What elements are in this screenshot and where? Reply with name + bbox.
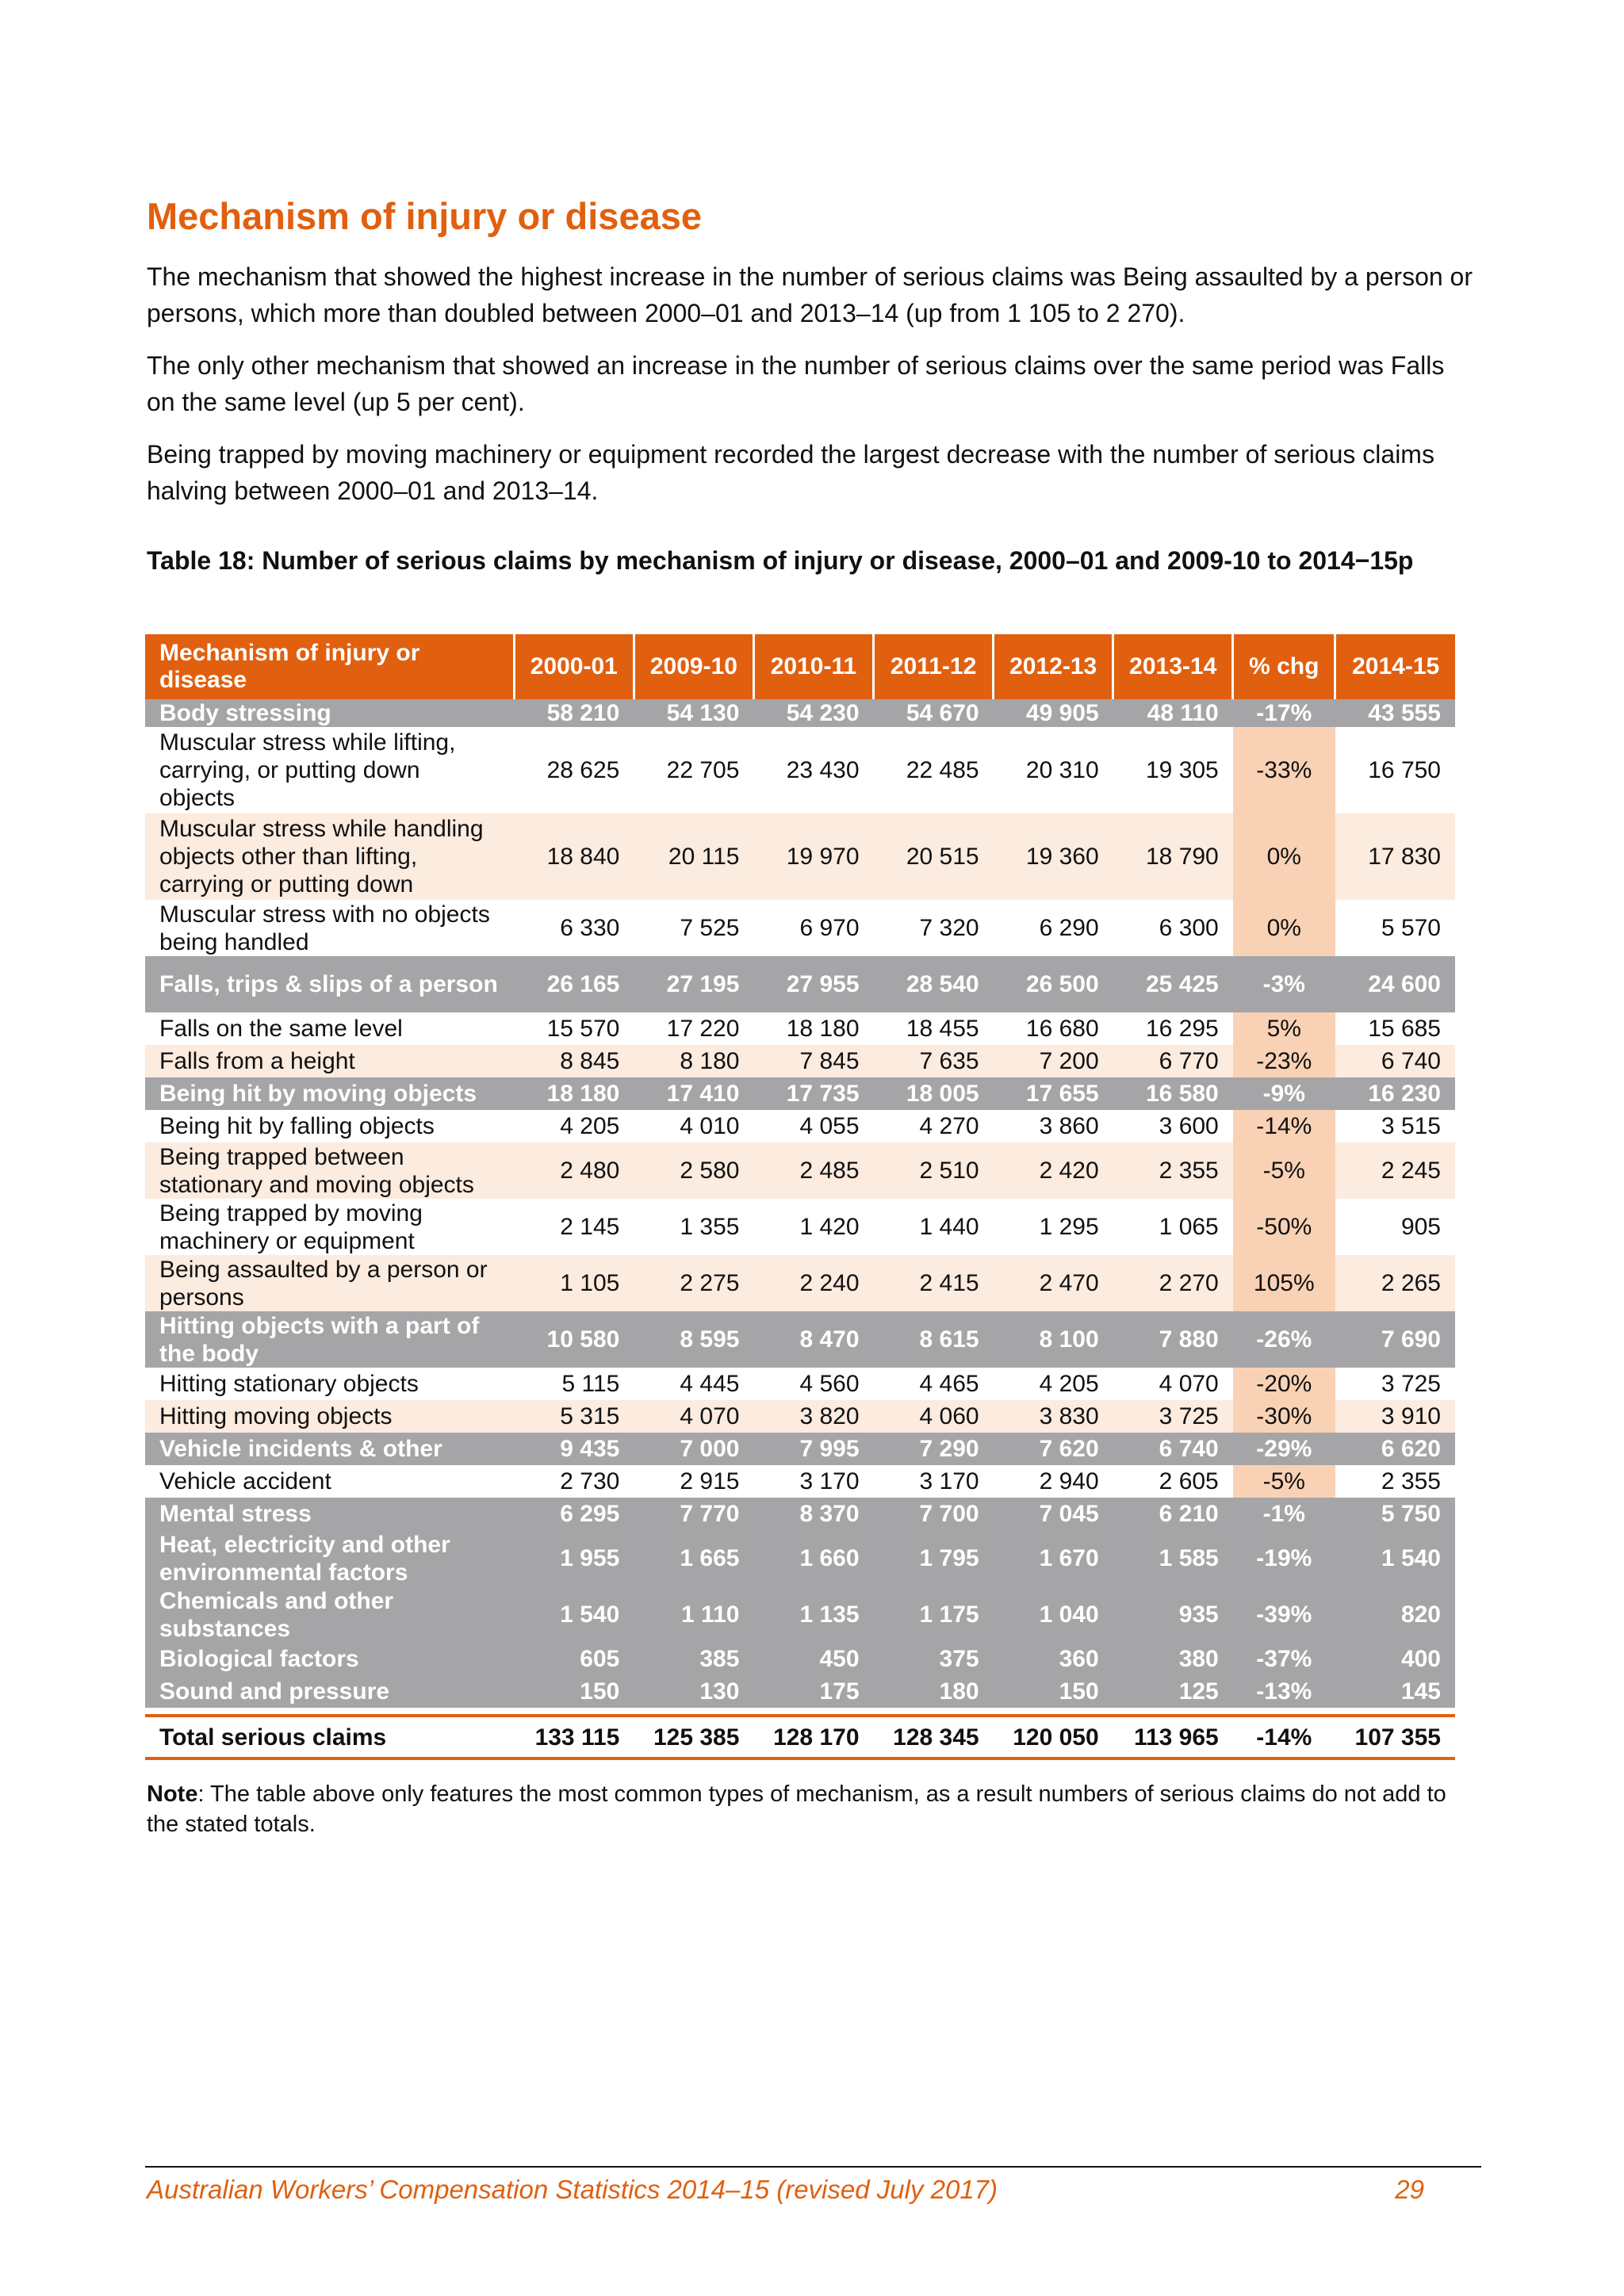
percent-change-cell: 0% <box>1233 813 1335 900</box>
value-cell: 150 <box>994 1675 1113 1708</box>
value-cell: 15 570 <box>514 1012 634 1045</box>
table-group-row <box>145 1077 1455 1110</box>
value-cell: 4 205 <box>514 1110 634 1142</box>
value-cell: 6 295 <box>514 1498 634 1530</box>
value-cell: 1 355 <box>634 1199 753 1255</box>
value-cell: 1 540 <box>514 1586 634 1643</box>
value-cell: 6 970 <box>753 900 873 956</box>
percent-change-cell: -9% <box>1233 1077 1335 1110</box>
value-cell: 7 995 <box>753 1433 873 1465</box>
table-body <box>145 699 1455 1758</box>
table-row <box>145 1142 1455 1199</box>
page-number: 29 <box>1395 2175 1424 2204</box>
value-cell: 18 455 <box>874 1012 994 1045</box>
percent-change-cell: -1% <box>1233 1498 1335 1530</box>
value-cell: 3 170 <box>753 1465 873 1498</box>
value-cell: 2 355 <box>1335 1465 1455 1498</box>
value-cell: 360 <box>994 1643 1113 1675</box>
value-cell: 2 240 <box>753 1255 873 1311</box>
value-cell: 7 200 <box>994 1045 1113 1077</box>
value-cell: 58 210 <box>514 699 634 727</box>
column-header: 2011-12 <box>874 634 994 699</box>
value-cell: 26 165 <box>514 956 634 1012</box>
row-label: Chemicals and other substances <box>145 1586 514 1643</box>
total-value-cell: -14% <box>1233 1716 1335 1758</box>
value-cell: 17 735 <box>753 1077 873 1110</box>
value-cell: 1 665 <box>634 1530 753 1586</box>
value-cell: 400 <box>1335 1643 1455 1675</box>
column-header: 2010-11 <box>753 634 873 699</box>
value-cell: 1 585 <box>1113 1530 1233 1586</box>
percent-change-cell: -37% <box>1233 1643 1335 1675</box>
row-label: Sound and pressure <box>145 1675 514 1708</box>
table-row <box>145 900 1455 956</box>
value-cell: 28 540 <box>874 956 994 1012</box>
value-cell: 7 635 <box>874 1045 994 1077</box>
row-label: Being assaulted by a person or persons <box>145 1255 514 1311</box>
value-cell: 8 595 <box>634 1311 753 1368</box>
value-cell: 1 040 <box>994 1586 1113 1643</box>
value-cell: 6 740 <box>1113 1433 1233 1465</box>
value-cell: 2 420 <box>994 1142 1113 1199</box>
value-cell: 4 205 <box>994 1368 1113 1400</box>
value-cell: 4 560 <box>753 1368 873 1400</box>
percent-change-cell: -17% <box>1233 699 1335 727</box>
table-group-row <box>145 1530 1455 1586</box>
value-cell: 150 <box>514 1675 634 1708</box>
percent-change-cell: -33% <box>1233 727 1335 813</box>
claims-table <box>145 634 1455 1760</box>
value-cell: 18 180 <box>514 1077 634 1110</box>
value-cell: 8 180 <box>634 1045 753 1077</box>
value-cell: 125 <box>1113 1675 1233 1708</box>
value-cell: 3 910 <box>1335 1400 1455 1433</box>
percent-change-cell: -20% <box>1233 1368 1335 1400</box>
value-cell: 2 730 <box>514 1465 634 1498</box>
value-cell: 1 670 <box>994 1530 1113 1586</box>
total-value-cell: 113 965 <box>1113 1716 1233 1758</box>
value-cell: 19 360 <box>994 813 1113 900</box>
value-cell: 20 115 <box>634 813 753 900</box>
row-label: Body stressing <box>145 699 514 727</box>
value-cell: 6 620 <box>1335 1433 1455 1465</box>
value-cell: 17 220 <box>634 1012 753 1045</box>
value-cell: 43 555 <box>1335 699 1455 727</box>
value-cell: 380 <box>1113 1643 1233 1675</box>
value-cell: 18 840 <box>514 813 634 900</box>
percent-change-cell: -29% <box>1233 1433 1335 1465</box>
percent-change-cell: -13% <box>1233 1675 1335 1708</box>
table-total-row <box>145 1716 1455 1758</box>
value-cell: 18 005 <box>874 1077 994 1110</box>
table-row <box>145 1045 1455 1077</box>
value-cell: 1 440 <box>874 1199 994 1255</box>
value-cell: 5 315 <box>514 1400 634 1433</box>
percent-change-cell: -39% <box>1233 1586 1335 1643</box>
value-cell: 6 770 <box>1113 1045 1233 1077</box>
table-group-row <box>145 1586 1455 1643</box>
value-cell: 20 515 <box>874 813 994 900</box>
total-value-cell: 107 355 <box>1335 1716 1455 1758</box>
value-cell: 1 175 <box>874 1586 994 1643</box>
row-label: Hitting objects with a part of the body <box>145 1311 514 1368</box>
value-cell: 2 510 <box>874 1142 994 1199</box>
table-row <box>145 727 1455 813</box>
table-group-row <box>145 956 1455 1012</box>
value-cell: 17 655 <box>994 1077 1113 1110</box>
spacer-cell <box>145 1708 1455 1716</box>
table-note <box>147 1779 1479 1839</box>
value-cell: 130 <box>634 1675 753 1708</box>
total-value-cell: 125 385 <box>634 1716 753 1758</box>
value-cell: 6 740 <box>1335 1045 1455 1077</box>
value-cell: 8 100 <box>994 1311 1113 1368</box>
value-cell: 180 <box>874 1675 994 1708</box>
body-paragraph: Being trapped by moving machinery or equipment recorded the largest decrease with the number of serious claims halving between 2000–01 and 2013–14. <box>147 440 1434 505</box>
value-cell: 4 070 <box>1113 1368 1233 1400</box>
value-cell: 17 830 <box>1335 813 1455 900</box>
table-row <box>145 1012 1455 1045</box>
table-row <box>145 1110 1455 1142</box>
percent-change-cell: -5% <box>1233 1142 1335 1199</box>
table-group-row <box>145 1311 1455 1368</box>
row-label: Falls, trips & slips of a person <box>145 956 514 1012</box>
value-cell: 375 <box>874 1643 994 1675</box>
table-row <box>145 1199 1455 1255</box>
value-cell: 7 290 <box>874 1433 994 1465</box>
percent-change-cell: -14% <box>1233 1110 1335 1142</box>
value-cell: 19 305 <box>1113 727 1233 813</box>
value-cell: 2 580 <box>634 1142 753 1199</box>
value-cell: 19 970 <box>753 813 873 900</box>
value-cell: 3 600 <box>1113 1110 1233 1142</box>
row-label: Heat, electricity and other environmental factors <box>145 1530 514 1586</box>
value-cell: 2 270 <box>1113 1255 1233 1311</box>
value-cell: 2 355 <box>1113 1142 1233 1199</box>
value-cell: 1 795 <box>874 1530 994 1586</box>
value-cell: 6 300 <box>1113 900 1233 956</box>
value-cell: 3 515 <box>1335 1110 1455 1142</box>
value-cell: 3 820 <box>753 1400 873 1433</box>
value-cell: 54 130 <box>634 699 753 727</box>
value-cell: 48 110 <box>1113 699 1233 727</box>
footer-title: Australian Workers’ Compensation Statistics 2014–15 (revised July 2017) <box>147 2175 998 2204</box>
value-cell: 54 230 <box>753 699 873 727</box>
value-cell: 7 525 <box>634 900 753 956</box>
row-label: Being hit by moving objects <box>145 1077 514 1110</box>
value-cell: 2 275 <box>634 1255 753 1311</box>
value-cell: 4 465 <box>874 1368 994 1400</box>
value-cell: 16 295 <box>1113 1012 1233 1045</box>
value-cell: 3 170 <box>874 1465 994 1498</box>
value-cell: 175 <box>753 1675 873 1708</box>
value-cell: 16 580 <box>1113 1077 1233 1110</box>
row-label: Muscular stress while lifting, carrying, or putting down objects <box>145 727 514 813</box>
value-cell: 5 750 <box>1335 1498 1455 1530</box>
table-row <box>145 813 1455 900</box>
table-spacer <box>145 1708 1455 1716</box>
value-cell: 2 605 <box>1113 1465 1233 1498</box>
percent-change-cell: 5% <box>1233 1012 1335 1045</box>
section-heading: Mechanism of injury or disease <box>147 195 702 237</box>
value-cell: 4 010 <box>634 1110 753 1142</box>
value-cell: 25 425 <box>1113 956 1233 1012</box>
column-header: 2013-14 <box>1113 634 1233 699</box>
value-cell: 7 000 <box>634 1433 753 1465</box>
value-cell: 7 620 <box>994 1433 1113 1465</box>
value-cell: 450 <box>753 1643 873 1675</box>
row-label: Being hit by falling objects <box>145 1110 514 1142</box>
row-label: Muscular stress with no objects being handled <box>145 900 514 956</box>
value-cell: 49 905 <box>994 699 1113 727</box>
value-cell: 16 750 <box>1335 727 1455 813</box>
value-cell: 2 415 <box>874 1255 994 1311</box>
table-group-row <box>145 1433 1455 1465</box>
value-cell: 1 110 <box>634 1586 753 1643</box>
total-value-cell: 133 115 <box>514 1716 634 1758</box>
value-cell: 4 070 <box>634 1400 753 1433</box>
row-label: Biological factors <box>145 1643 514 1675</box>
value-cell: 5 115 <box>514 1368 634 1400</box>
value-cell: 6 330 <box>514 900 634 956</box>
table-row <box>145 1255 1455 1311</box>
body-paragraph: The only other mechanism that showed an increase in the number of serious claims over the same period was Falls on the same level (up 5 per cent). <box>147 351 1445 416</box>
total-value-cell: 120 050 <box>994 1716 1113 1758</box>
value-cell: 1 420 <box>753 1199 873 1255</box>
percent-change-cell: 0% <box>1233 900 1335 956</box>
row-label: Vehicle incidents & other <box>145 1433 514 1465</box>
row-label: Falls on the same level <box>145 1012 514 1045</box>
row-label: Hitting moving objects <box>145 1400 514 1433</box>
column-header: 2000-01 <box>514 634 634 699</box>
value-cell: 5 570 <box>1335 900 1455 956</box>
value-cell: 7 770 <box>634 1498 753 1530</box>
value-cell: 7 700 <box>874 1498 994 1530</box>
value-cell: 8 845 <box>514 1045 634 1077</box>
value-cell: 26 500 <box>994 956 1113 1012</box>
footer-divider <box>145 2166 1481 2168</box>
value-cell: 16 230 <box>1335 1077 1455 1110</box>
table-caption: Table 18: Number of serious claims by mechanism of injury or disease, 2000–01 and 2009-10 to 2014−15p <box>147 546 1414 575</box>
value-cell: 15 685 <box>1335 1012 1455 1045</box>
value-cell: 4 060 <box>874 1400 994 1433</box>
value-cell: 7 845 <box>753 1045 873 1077</box>
table-header-row <box>145 634 1455 699</box>
value-cell: 24 600 <box>1335 956 1455 1012</box>
value-cell: 27 195 <box>634 956 753 1012</box>
value-cell: 3 725 <box>1335 1368 1455 1400</box>
value-cell: 4 055 <box>753 1110 873 1142</box>
value-cell: 27 955 <box>753 956 873 1012</box>
column-header: 2014-15 <box>1335 634 1455 699</box>
value-cell: 9 435 <box>514 1433 634 1465</box>
value-cell: 28 625 <box>514 727 634 813</box>
value-cell: 3 725 <box>1113 1400 1233 1433</box>
value-cell: 8 470 <box>753 1311 873 1368</box>
percent-change-cell: -26% <box>1233 1311 1335 1368</box>
row-label: Muscular stress while handling objects other than lifting, carrying or putting down <box>145 813 514 900</box>
row-label: Being trapped by moving machinery or equipment <box>145 1199 514 1255</box>
value-cell: 145 <box>1335 1675 1455 1708</box>
column-header: % chg <box>1233 634 1335 699</box>
percent-change-cell: -3% <box>1233 956 1335 1012</box>
value-cell: 1 295 <box>994 1199 1113 1255</box>
table-row <box>145 1368 1455 1400</box>
row-label: Being trapped between stationary and moving objects <box>145 1142 514 1199</box>
percent-change-cell: -23% <box>1233 1045 1335 1077</box>
percent-change-cell: 105% <box>1233 1255 1335 1311</box>
total-value-cell: 128 170 <box>753 1716 873 1758</box>
percent-change-cell: -50% <box>1233 1199 1335 1255</box>
value-cell: 8 370 <box>753 1498 873 1530</box>
value-cell: 605 <box>514 1643 634 1675</box>
row-label: Mental stress <box>145 1498 514 1530</box>
value-cell: 7 880 <box>1113 1311 1233 1368</box>
total-value-cell: 128 345 <box>874 1716 994 1758</box>
column-header: Mechanism of injury or disease <box>145 634 514 699</box>
table-group-row <box>145 1498 1455 1530</box>
column-header: 2012-13 <box>994 634 1113 699</box>
value-cell: 7 690 <box>1335 1311 1455 1368</box>
table-row <box>145 1400 1455 1433</box>
table-group-row <box>145 1643 1455 1675</box>
value-cell: 1 955 <box>514 1530 634 1586</box>
value-cell: 1 660 <box>753 1530 873 1586</box>
value-cell: 2 145 <box>514 1199 634 1255</box>
value-cell: 3 860 <box>994 1110 1113 1142</box>
table-group-row <box>145 1675 1455 1708</box>
column-header: 2009-10 <box>634 634 753 699</box>
value-cell: 4 445 <box>634 1368 753 1400</box>
total-label: Total serious claims <box>145 1716 514 1758</box>
value-cell: 3 830 <box>994 1400 1113 1433</box>
percent-change-cell: -5% <box>1233 1465 1335 1498</box>
value-cell: 2 480 <box>514 1142 634 1199</box>
value-cell: 385 <box>634 1643 753 1675</box>
value-cell: 1 135 <box>753 1586 873 1643</box>
value-cell: 820 <box>1335 1586 1455 1643</box>
value-cell: 22 485 <box>874 727 994 813</box>
value-cell: 2 245 <box>1335 1142 1455 1199</box>
row-label: Hitting stationary objects <box>145 1368 514 1400</box>
row-label: Vehicle accident <box>145 1465 514 1498</box>
value-cell: 4 270 <box>874 1110 994 1142</box>
value-cell: 8 615 <box>874 1311 994 1368</box>
value-cell: 20 310 <box>994 727 1113 813</box>
value-cell: 10 580 <box>514 1311 634 1368</box>
table-row <box>145 1465 1455 1498</box>
value-cell: 23 430 <box>753 727 873 813</box>
value-cell: 2 470 <box>994 1255 1113 1311</box>
value-cell: 7 320 <box>874 900 994 956</box>
note-label: Note <box>147 1781 198 1807</box>
value-cell: 1 065 <box>1113 1199 1233 1255</box>
value-cell: 18 790 <box>1113 813 1233 900</box>
body-paragraph: The mechanism that showed the highest increase in the number of serious claims was Being assaulted by a person or persons, which more than doubled between 2000–01 and 2013–14 (up from 1 105 to 2 270). <box>147 262 1473 327</box>
value-cell: 1 105 <box>514 1255 634 1311</box>
value-cell: 18 180 <box>753 1012 873 1045</box>
value-cell: 905 <box>1335 1199 1455 1255</box>
value-cell: 935 <box>1113 1586 1233 1643</box>
value-cell: 6 290 <box>994 900 1113 956</box>
value-cell: 2 265 <box>1335 1255 1455 1311</box>
value-cell: 22 705 <box>634 727 753 813</box>
table-group-row <box>145 699 1455 727</box>
value-cell: 1 540 <box>1335 1530 1455 1586</box>
percent-change-cell: -19% <box>1233 1530 1335 1586</box>
value-cell: 54 670 <box>874 699 994 727</box>
value-cell: 2 915 <box>634 1465 753 1498</box>
value-cell: 2 940 <box>994 1465 1113 1498</box>
value-cell: 7 045 <box>994 1498 1113 1530</box>
percent-change-cell: -30% <box>1233 1400 1335 1433</box>
value-cell: 6 210 <box>1113 1498 1233 1530</box>
note-text: : The table above only features the most common types of mechanism, as a result numbers of serious claims do not add to the stated totals. <box>147 1781 1446 1837</box>
value-cell: 16 680 <box>994 1012 1113 1045</box>
value-cell: 2 485 <box>753 1142 873 1199</box>
value-cell: 17 410 <box>634 1077 753 1110</box>
row-label: Falls from a height <box>145 1045 514 1077</box>
